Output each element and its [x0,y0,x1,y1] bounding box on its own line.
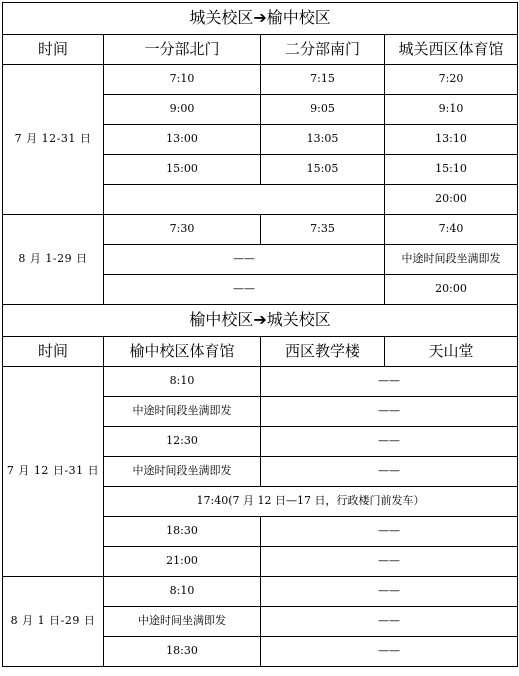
column-header: 二分部南门 [261,35,385,65]
time-cell: 13:05 [261,125,385,155]
dash-cell: —— [261,457,518,487]
table-row [3,65,518,95]
dash-cell: —— [261,517,518,547]
date-cell: 7 月 12-31 日 [3,65,104,215]
dash-cell: —— [261,367,518,397]
note-cell: 中途时间坐满即发 [104,607,261,637]
column-header: 城关西区体育馆 [385,35,518,65]
time-cell: 7:35 [261,215,385,245]
table-row [3,367,518,397]
time-cell: 8:10 [104,367,261,397]
time-cell: 13:10 [385,125,518,155]
dash-cell: —— [261,397,518,427]
table-row [3,215,518,245]
time-cell: 8:10 [104,577,261,607]
date-cell: 8 月 1 日-29 日 [3,577,104,667]
note-cell: 中途时间段坐满即发 [104,457,261,487]
time-cell: 7:30 [104,215,261,245]
time-cell: 7:20 [385,65,518,95]
dash-cell: —— [261,637,518,667]
column-header: 时间 [3,337,104,367]
column-header: 榆中校区体育馆 [104,337,261,367]
dash-cell: —— [261,607,518,637]
time-cell: 9:10 [385,95,518,125]
note-cell: 中途时间段坐满即发 [385,245,518,275]
time-cell: 20:00 [385,185,518,215]
note-cell: 中途时间段坐满即发 [104,397,261,427]
time-cell: 7:15 [261,65,385,95]
table-row [3,577,518,607]
dash-cell: —— [261,547,518,577]
time-cell: 9:00 [104,95,261,125]
time-cell: 13:00 [104,125,261,155]
time-cell: 20:00 [385,275,518,305]
column-header-row [3,35,518,65]
dash-cell: —— [104,245,385,275]
time-cell: 18:30 [104,517,261,547]
section-header-row [3,305,518,337]
dash-cell: —— [261,577,518,607]
time-cell: 21:00 [104,547,261,577]
dash-cell: —— [104,275,385,305]
time-cell: 15:10 [385,155,518,185]
time-cell: 7:40 [385,215,518,245]
time-cell: 18:30 [104,637,261,667]
column-header: 天山堂 [385,337,518,367]
column-header-row [3,337,518,367]
section-header-row [3,3,518,35]
column-header: 一分部北门 [104,35,261,65]
date-cell: 7 月 12 日-31 日 [3,367,104,577]
time-cell: 9:05 [261,95,385,125]
column-header: 时间 [3,35,104,65]
section-title-yuzhong-to-city: 榆中校区➔城关校区 [3,305,518,337]
bus-schedule-table [2,2,518,667]
note-cell-wide: 17:40(7 月 12 日—17 日，行政楼门前发车） [104,487,518,517]
dash-cell: —— [261,427,518,457]
section-title-city-to-yuzhong: 城关校区➔榆中校区 [3,3,518,35]
time-cell: 15:00 [104,155,261,185]
time-cell: 15:05 [261,155,385,185]
column-header: 西区教学楼 [261,337,385,367]
empty-cell [104,185,385,215]
time-cell: 7:10 [104,65,261,95]
time-cell: 12:30 [104,427,261,457]
date-cell: 8 月 1-29 日 [3,215,104,305]
